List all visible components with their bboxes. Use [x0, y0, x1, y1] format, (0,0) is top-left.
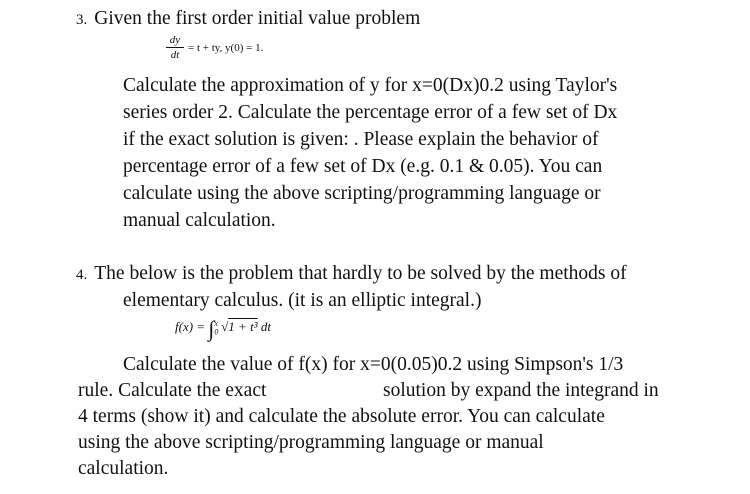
problem-4-number: 4.: [76, 267, 88, 283]
elliptic-integral: [175, 316, 271, 342]
problem-4-line-2a: rule. Calculate the exact: [78, 380, 267, 401]
problem-3-number: 3.: [76, 12, 88, 28]
fraction-numerator: dy: [169, 34, 181, 46]
integral-lhs: f(x) =: [175, 319, 206, 334]
problem-4-line-4: using the above scripting/programming language or manual: [78, 432, 544, 453]
integral-lower-limit: 0: [214, 327, 219, 337]
problem-4-line-1: Calculate the value of f(x) for x=0(0.05)0.2 using Simpson's 1/3: [123, 354, 624, 375]
radicand: 1 + t³: [228, 319, 258, 334]
problem-4-line-3: 4 terms (show it) and calculate the absolute error. You can calculate: [78, 406, 605, 427]
problem-3-line-4: percentage error of a few set of Dx (e.g. 0.1 & 0.05). You can: [123, 156, 603, 177]
problem-3-heading: Given the first order initial value problem: [94, 8, 421, 29]
problem-4-heading-line-1: The below is the problem that hardly to be solved by the methods of: [94, 263, 627, 284]
problem-4-line-5: calculation.: [78, 458, 169, 479]
fraction-bar: [166, 47, 184, 48]
integral-sign: ∫: [208, 316, 215, 341]
problem-4-header: [76, 262, 627, 286]
problem-3-header: [76, 7, 420, 31]
problem-4-heading-line-2: elementary calculus. (it is an elliptic integral.): [123, 290, 482, 311]
ivp-equation-rhs: = t + ty, y(0) = 1.: [188, 42, 264, 54]
integral-differential: dt: [260, 319, 271, 334]
integral-upper-limit: x: [214, 318, 218, 328]
derivative-fraction: [166, 34, 184, 61]
problem-4-line-2b: solution by expand the integrand in: [383, 380, 659, 401]
problem-3-line-2: series order 2. Calculate the percentage error of a few set of Dx: [123, 102, 618, 123]
problem-3-line-3: if the exact solution is given: . Please explain the behavior of: [123, 129, 599, 150]
problem-3-line-6: manual calculation.: [123, 210, 276, 231]
radical-sign: √: [221, 319, 229, 334]
problem-3-line-5: calculate using the above scripting/programming language or: [123, 183, 601, 204]
problem-3-line-1: Calculate the approximation of y for x=0(Dx)0.2 using Taylor's: [123, 75, 618, 96]
fraction-denominator: dt: [170, 49, 180, 61]
